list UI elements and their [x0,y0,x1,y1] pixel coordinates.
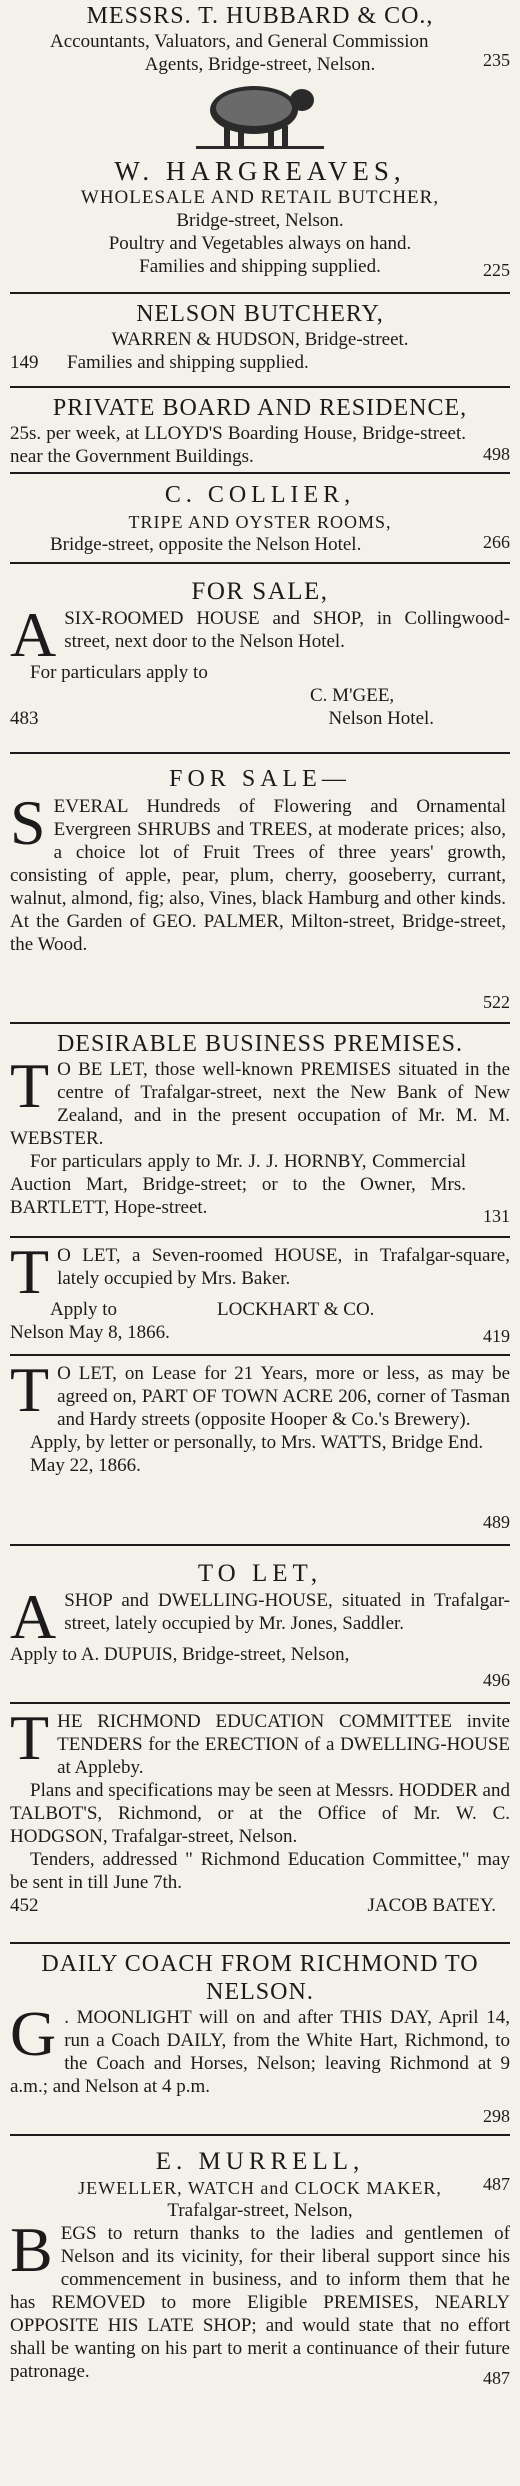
drop-cap: T [10,1236,50,1307]
ad-text: C. M'GEE, [310,685,395,706]
ad-title: NELSON. [206,1979,314,2005]
ad-body [10,2214,510,2383]
ad-to-let-shop [10,1552,510,1696]
ad-text: Apply to [50,1299,118,1320]
ad-subtitle: TRIPE AND OYSTER ROOMS, [128,512,392,532]
ad-number: 487 [483,2368,510,2388]
ad-body [10,787,510,956]
divider [10,472,510,474]
ad-desirable-premises [10,1030,510,1230]
ad-title: FOR SALE, [191,578,329,605]
divider [10,386,510,388]
ad-body [10,1702,510,1779]
ad-body [10,599,510,670]
ad-text: Agents, Bridge-street, Nelson. [144,54,376,75]
ad-hargreaves [10,156,510,286]
ad-body [10,1998,510,2098]
drop-cap: A [10,599,57,670]
ad-text: EGS to return thanks to the ladies and gentlemen of Nelson and its vicinity, for their liberal support since his commencement in business, and to inform them that he has REMOVED to more Eligible PREMISES, NEARLY OPPOSITE HIS LATE SHOP; and would state that no effort shall be wanting on his part to merit a continuance of their future patronage. [10,2223,510,2382]
ad-to-let-house [10,1236,510,1348]
ad-signature: JACOB BATEY. [367,1895,496,1916]
ad-text: LOCKHART & CO. [217,1299,375,1320]
ad-text: . MOONLIGHT will on and after THIS DAY, April 14, run a Coach DAILY, from the White Hart, Richmond, to the Coach and Horses, Nelson; leaving Richmond at 9 a.m.; and Nelson at 4 p.m. [10,2007,510,2097]
divider [10,1544,510,1546]
ad-to-let-town-acre [10,1354,510,1538]
ad-hubbard [10,0,510,75]
ad-text: EVERAL Hundreds of Flowering and Ornamental Evergreen SHRUBS and TREES, at moderate prices; also, a choice lot of Fruit Trees of three years' growth, consisting of apple, pear, plum, cherry, gooseberry, currant, walnut, almond, fig; also, Vines, black Hamburg and other kinds. At the Garden of GEO. PALMER, Milton-street, Bridge-street, the Wood. [10,796,506,955]
ad-number: 487 [483,2174,510,2194]
ad-text: Trafalgar-street, Nelson, [167,2200,353,2221]
ad-richmond-education [10,1702,510,1936]
ad-text: For particulars apply to [30,662,208,683]
ad-number: 489 [483,1512,510,1532]
ad-number: 225 [483,260,510,280]
ad-text: Accountants, Valuators, and General Commission [50,31,429,52]
ad-for-sale-house [10,570,510,746]
divider [10,1354,510,1356]
ad-text: For particulars apply to Mr. J. J. HORNBY, Commercial Auction Mart, Bridge-street; or to the Owner, Mrs. BARTLETT, Hope-street. [10,1151,466,1218]
ad-title: MESSRS. T. HUBBARD & CO., [86,3,434,29]
ad-title: NELSON BUTCHERY, [136,301,384,327]
ad-text: HE RICHMOND EDUCATION COMMITTEE invite TENDERS for the ERECTION of a DWELLING-HOUSE at Appleby. [57,1711,510,1778]
ad-text: SIX-ROOMED HOUSE and SHOP, in Collingwood-street, next door to the Nelson Hotel. [64,608,510,652]
drop-cap: T [10,1050,50,1121]
divider [10,1236,510,1238]
ad-number: 498 [483,444,510,464]
divider [10,562,510,564]
ad-number: 149 [10,352,39,373]
ad-title: DAILY COACH FROM RICHMOND TO [41,1951,479,1977]
ad-text: O BE LET, those well-known PREMISES situated in the centre of Trafalgar-street, next the New Bank of New Zealand, and in the present occupation of Mr. M. M. WEBSTER. [10,1059,510,1149]
ad-text: Tenders, addressed " Richmond Education Committee," may be sent in till June 7th. [10,1849,510,1893]
ad-text: Poultry and Vegetables always on hand. [108,233,412,254]
drop-cap: T [10,1354,50,1425]
divider [10,1022,510,1024]
ad-text: Families and shipping supplied. [139,256,381,277]
ad-title: W. HARGREAVES, [114,156,406,186]
drop-cap: S [10,787,46,858]
ad-collier [10,480,510,556]
ad-number: 131 [483,1206,510,1226]
ad-body [10,1581,510,1652]
ad-number: 496 [483,1670,510,1690]
ad-subtitle: WHOLESALE AND RETAIL BUTCHER, [80,187,440,208]
ad-number: 266 [483,532,510,552]
ad-text: Nelson May 8, 1866. [10,1322,170,1343]
ad-text: 25s. per week, at LLOYD'S Boarding House, Bridge-street. near the Government Buildings. [10,423,466,467]
divider [10,2134,510,2136]
ad-text: O LET, on Lease for 21 Years, more or less, as may be agreed on, PART OF TOWN ACRE 206, corner of Tasman and Hardy streets (opposite Hooper & Co.'s Brewery). [57,1363,510,1430]
drop-cap: T [10,1702,50,1773]
ad-text [10,351,510,374]
ad-text: Bridge-street, opposite the Nelson Hotel. [50,534,362,555]
ad-title: C. COLLIER, [164,482,356,508]
ad-text [10,1298,510,1321]
ad-body [10,1354,510,1431]
ad-for-sale-shrubs [10,760,510,1016]
ad-number: 419 [483,1326,510,1346]
ad-daily-coach [10,1950,510,2128]
ad-murrell [10,2142,510,2392]
ad-text: Apply, by letter or personally, to Mrs. WATTS, Bridge End. [30,1432,484,1453]
ad-title: FOR SALE— [169,766,351,792]
ad-body [10,1236,510,1307]
ad-nelson-butchery [10,300,510,380]
ad-private-board [10,394,510,466]
divider [10,292,510,294]
ad-title: PRIVATE BOARD AND RESIDENCE, [52,395,468,421]
ad-title: E. MURRELL, [155,2148,365,2175]
ad-text: Plans and specifications may be seen at Messrs. HODDER and TALBOT'S, Richmond, or at the Office of Mr. W. C. HODGSON, Trafalgar-street, Nelson. [10,1780,510,1847]
ad-title: DESIRABLE BUSINESS PREMISES. [56,1031,464,1057]
ad-text: May 22, 1866. [30,1455,141,1476]
ad-number: 452 [10,1895,39,1916]
ad-title: TO LET, [197,1560,323,1587]
ad-number: 235 [483,50,510,70]
drop-cap: A [10,1581,57,1652]
ad-text: O LET, a Seven-roomed HOUSE, in Trafalgar-square, lately occupied by Mrs. Baker. [57,1245,510,1289]
sheep-icon [190,74,330,152]
ad-text [10,707,510,730]
ad-text: WARREN & HUDSON, Bridge-street. [111,329,409,350]
ad-text: Bridge-street, Nelson. [176,210,344,231]
divider [10,1702,510,1704]
ad-subtitle: JEWELLER, WATCH and CLOCK MAKER, [78,2178,442,2198]
ad-number: 298 [483,2106,510,2126]
drop-cap: B [10,2214,53,2285]
ad-text: Apply to A. DUPUIS, Bridge-street, Nelson, [10,1644,350,1665]
ad-text: SHOP and DWELLING-HOUSE, situated in Trafalgar-street, lately occupied by Mr. Jones, Saddler. [64,1590,510,1634]
ad-body [10,1050,510,1150]
divider [10,1942,510,1944]
ad-number: 522 [483,992,510,1012]
drop-cap: G [10,1998,57,2069]
ad-text: Families and shipping supplied. [67,352,309,373]
ad-number: 483 [10,708,39,729]
divider [10,752,510,754]
ad-footer [10,1894,510,1917]
ad-text: Nelson Hotel. [328,708,435,729]
